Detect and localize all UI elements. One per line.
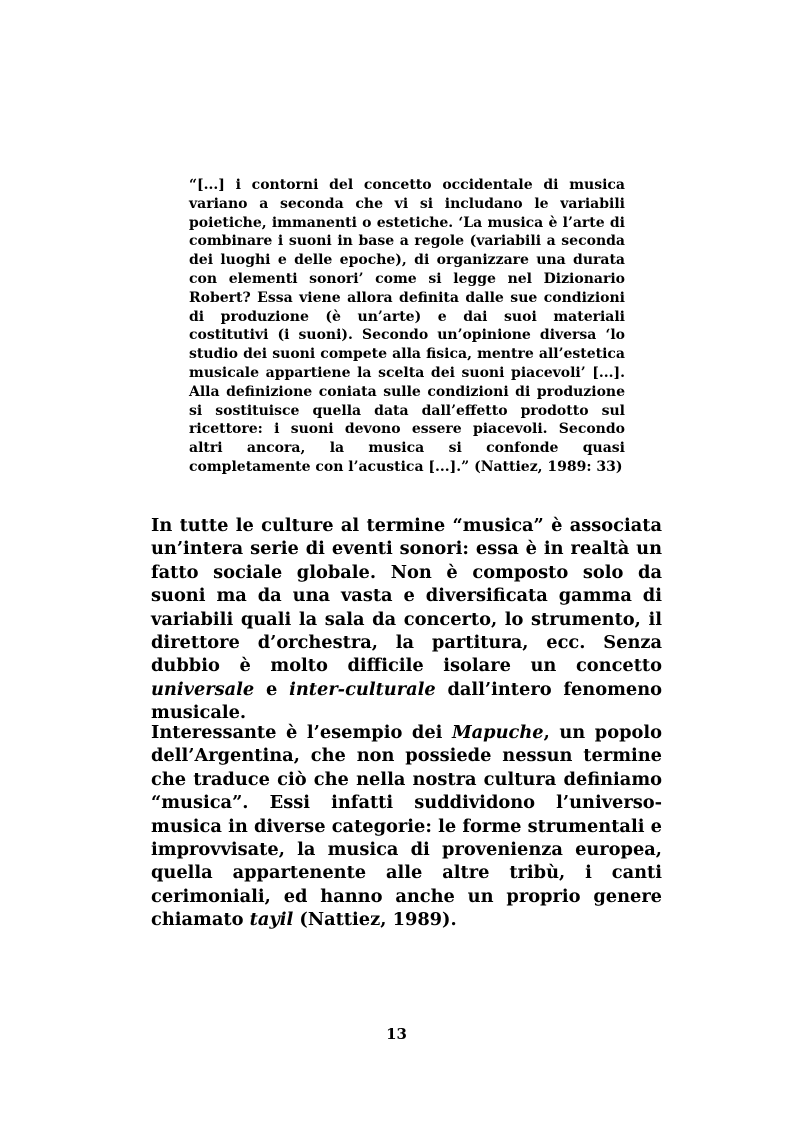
paragraph-text: Interessante è l’esempio dei <box>151 722 452 743</box>
paragraph-text: (Nattiez, 1989). <box>293 909 457 931</box>
block-quote <box>189 176 625 477</box>
quote-text: “[...] i contorni del concetto occidentale di musica variano a seconda che vi si includano le variabili poietiche, immanenti o estetiche. ‘La musica è l’arte di combinare i suoni in base a regole (variabili a seconda dei luoghi e delle epoche), di organizzare una durata con elementi sonori’ come si legge nel Dizionario Robert? Essa viene allora definita dalle sue condizioni di produzione (è un’arte) e dai suoi materiali costitutivi (i suoni). Secondo un’opinione diversa ‘lo studio dei suoni compete alla fisica, mentre all’estetica musicale appartiene la scelta dei suoni piacevoli’ [...]. Alla definizione coniata sulle condizioni di produzione si sostituisce quella data dall’effetto prodotto sul ricettore: i suoni devono essere piacevoli. Secondo altri ancora, la musica si confonde quasi completamente con l’acustica [...].” (Nattiez, 1989: 33) <box>189 177 625 475</box>
paragraph-text: dall’intero fenomeno musicale. <box>151 678 662 724</box>
emphasis-universale: universale <box>151 678 255 700</box>
emphasis-mapuche: Mapuche <box>451 722 544 743</box>
emphasis-inter-culturale: inter-culturale <box>289 678 436 700</box>
paragraph-mapuche <box>151 721 662 932</box>
paragraph-culture <box>151 514 662 725</box>
paragraph-text: e <box>254 678 290 700</box>
page-number: 13 <box>386 1025 407 1043</box>
paragraph-text: In tutte le culture al termine “musica” è associata un’intera serie di eventi sonori: essa è in realtà un fatto sociale globale. Non è composto solo da suoni ma da una vasta e diversificata gamma di variabili quali la sala da concerto, lo strumento, il direttore d’orchestra, la partitura, ecc. Senza dubbio è molto difficile isolare un concetto <box>151 515 662 677</box>
emphasis-tayil: tayil <box>249 909 294 931</box>
paragraph-text: , un popolo dell’Argentina, che non possiede nessun termine che traduce ciò che nella nostra cultura definiamo “musica”. Essi infatti suddividono l’universo-musica in diverse categorie: le forme strumentali e improvvisate, la musica di provenienza europea, quella appartenente alle altre tribù, i canti cerimoniali, ed hanno anche un proprio genere chiamato <box>151 722 662 931</box>
